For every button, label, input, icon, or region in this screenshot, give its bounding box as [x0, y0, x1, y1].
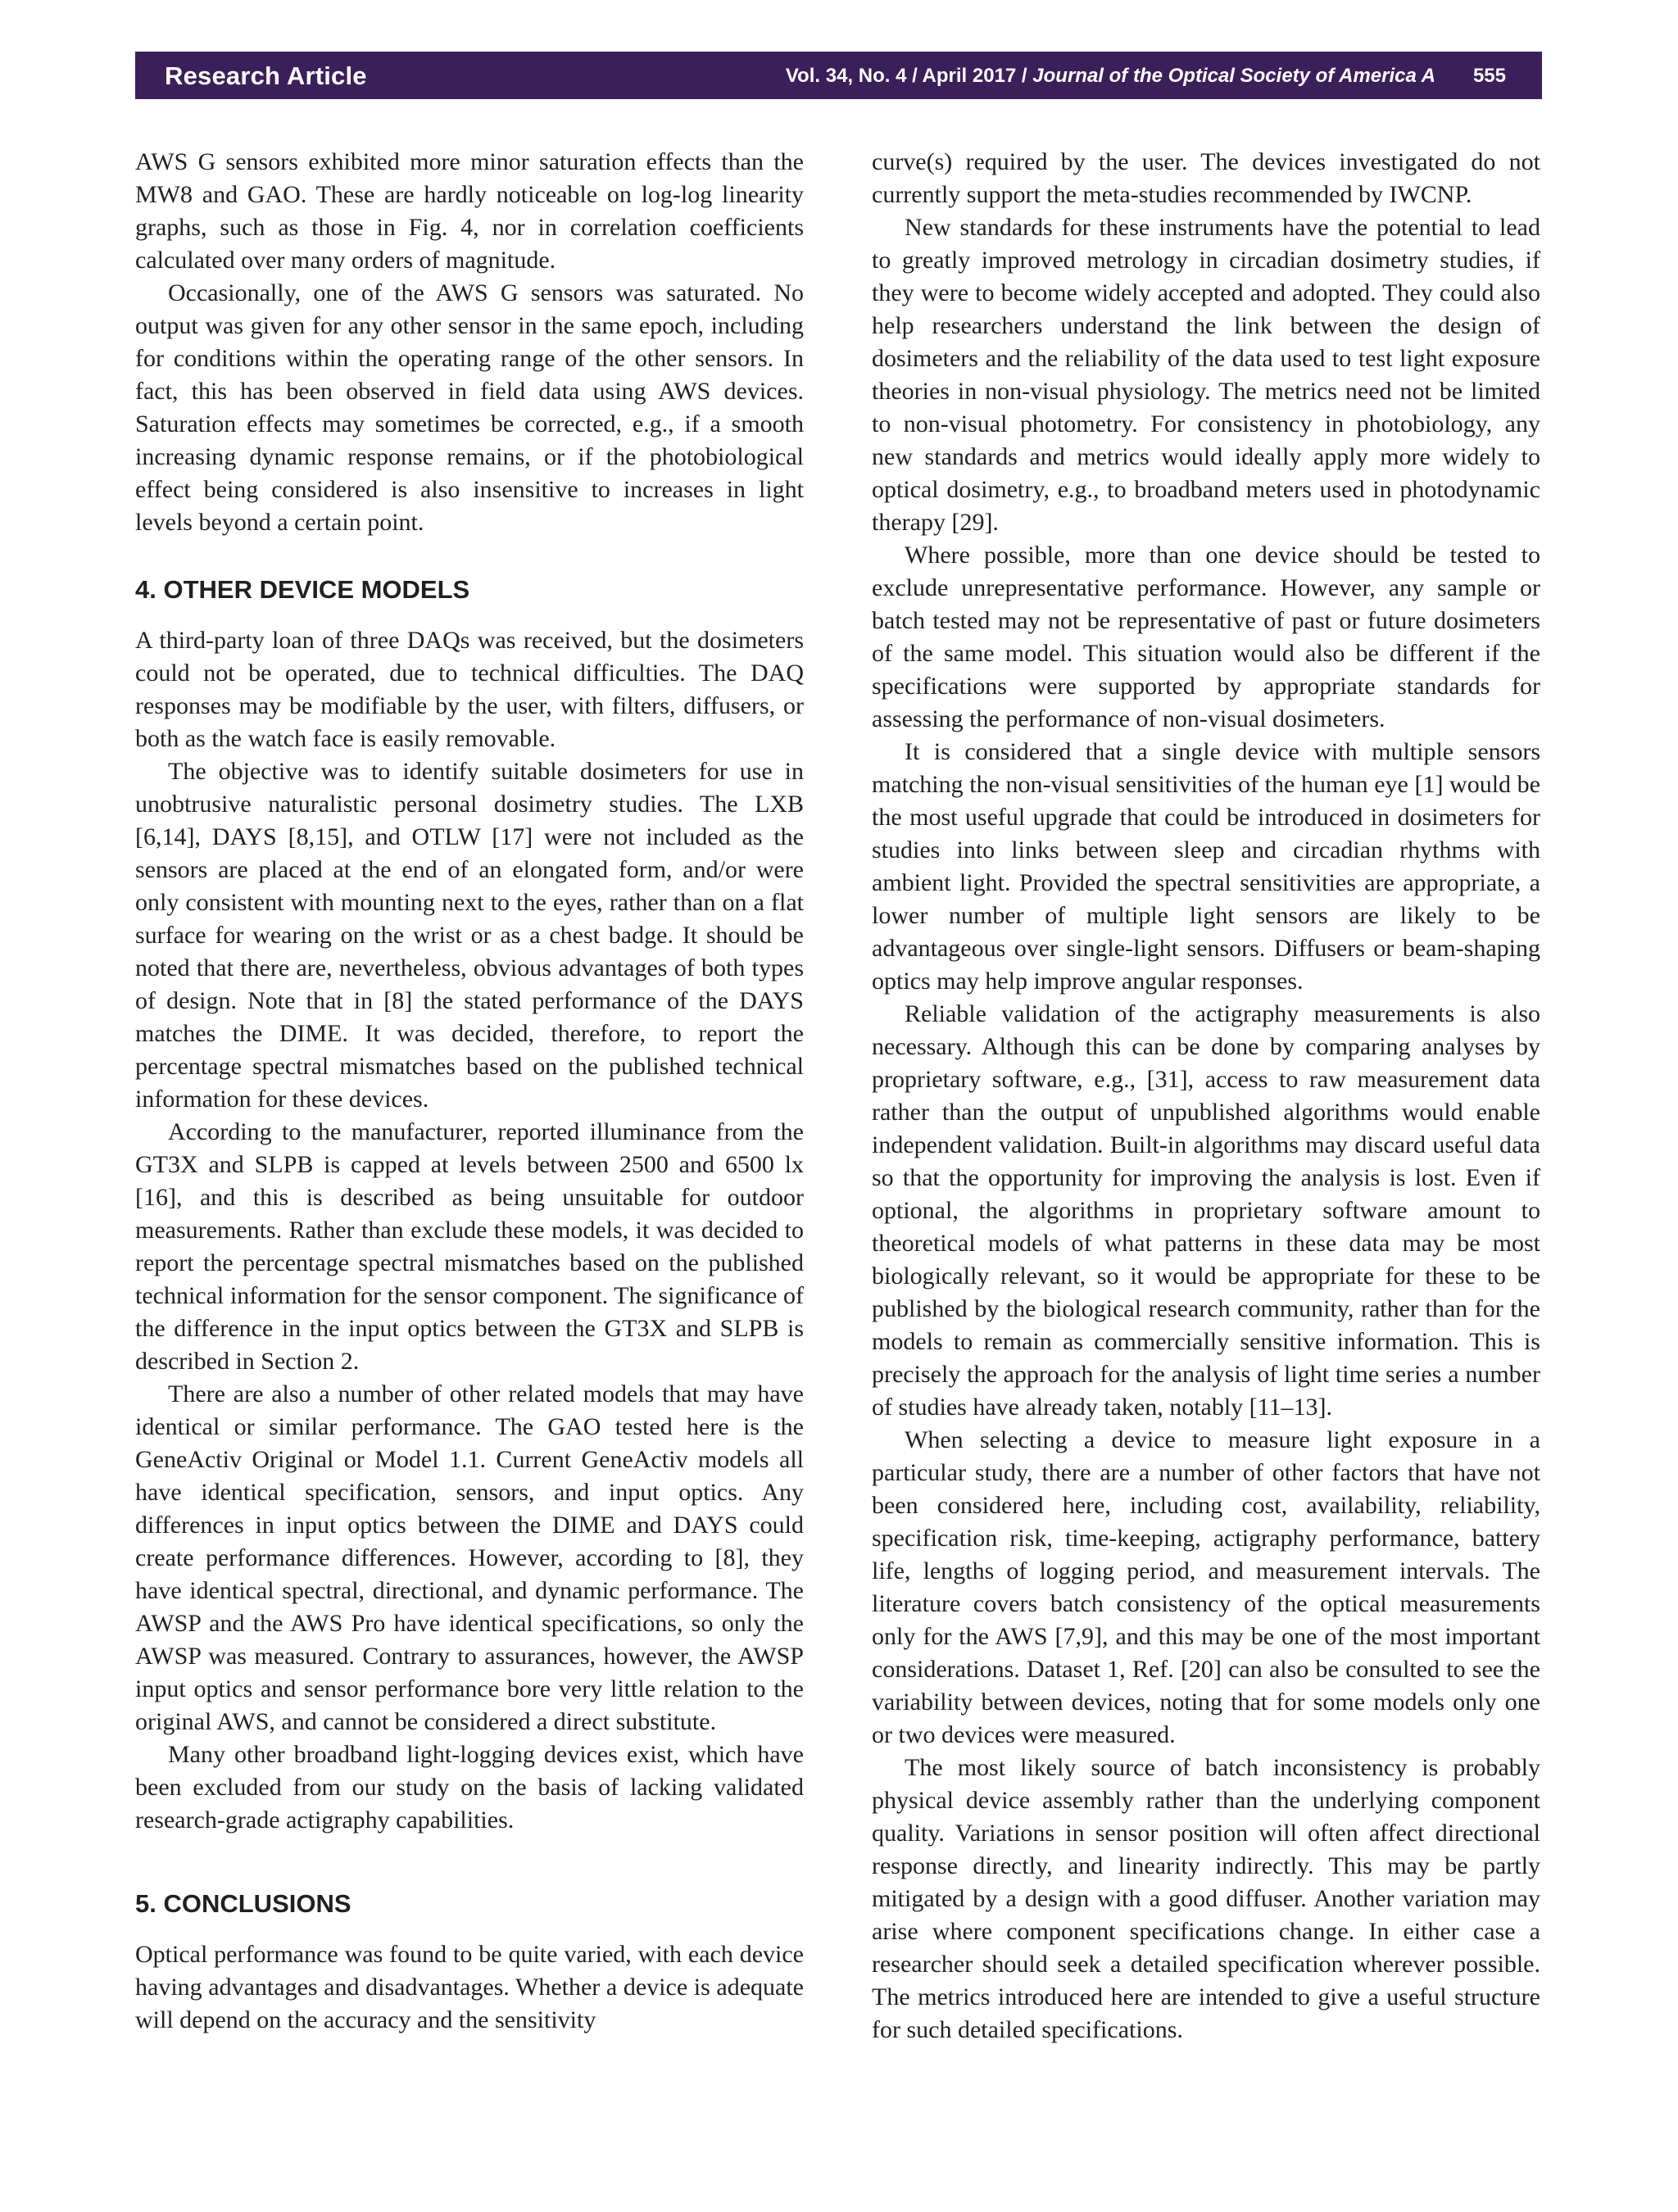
paragraph: Reliable validation of the actigraphy measurements is also necessary. Although this can be done by comparing analyses by proprietary software, e.g., [31], access to raw measurement data rather than the output of unpublished algorithms would enable independent validation. Built-in algorithms may discard useful data so that the opportunity for improving the analysis is lost. Even if optional, the algorithms in proprietary software amount to theoretical models of what patterns in these data may be most biologically relevant, so it would be appropriate for these to be published by the biological research community, rather than for the models to remain as commercially sensitive information. This is precisely the approach for the analysis of light time series a number of studies have already taken, notably [11–13]. — [872, 1000, 1540, 1421]
paragraph: When selecting a device to measure light exposure in a particular study, there are a number of other factors that have not been considered here, including cost, availability, reliability, specification risk, time-keeping, actigraphy performance, battery life, lengths of logging period, and measurement intervals. The literature covers batch consistency of the optical measurements only for the AWS [7,9], and this may be one of the most important considerations. Dataset 1, Ref. [20] can also be consulted to see the variability between devices, noting that for some models only one or two devices were measured. — [872, 1426, 1540, 1748]
volume-info: Vol. 34, No. 4 / April 2017 / — [785, 65, 1033, 87]
paragraph: According to the manufacturer, reported illuminance from the GT3X and SLPB is capped at levels between 2500 and 6500 lx [16], and this is described as being unsuitable for outdoor measurements. Rather than exclude these models, it was decided to report the percentage spectral mismatches based on the published technical information for the sensor component. The significance of the difference in the input optics between the GT3X and SLPB is described in Section 2. — [135, 1118, 804, 1375]
paragraph: The most likely source of batch inconsistency is probably physical device assembly rather than the underlying component quality. Variations in sensor position will often affect directional response directly, and linearity indirectly. This may be partly mitigated by a design with a good diffuser. Another variation may arise where component specifications change. In either case a researcher should seek a detailed specification wherever possible. The metrics introduced here are intended to give a useful structure for such detailed specifications. — [872, 1754, 1540, 2043]
paragraph: AWS G sensors exhibited more minor saturation effects than the MW8 and GAO. These are hardly noticeable on log-log linearity graphs, such as those in Fig. 4, nor in correlation coefficients calculated over many orders of magnitude. — [135, 148, 804, 274]
section-heading-5: 5. CONCLUSIONS — [135, 1889, 351, 1918]
journal-citation — [786, 65, 1506, 88]
paragraph: Where possible, more than one device should be tested to exclude unrepresentative performance. However, any sample or batch tested may not be representative of past or future dosimeters of the same model. This situation would also be different if the specifications were supported by appropriate standards for assessing the performance of non-visual dosimeters. — [872, 542, 1540, 732]
paragraph: Optical performance was found to be quite varied, with each device having advantages and disadvantages. Whether a device is adequate will depend on the accuracy and the sensitivity — [135, 1941, 804, 2033]
right-column — [872, 146, 1540, 2047]
article-type: Research Article — [165, 61, 367, 90]
journal-name: Journal of the Optical Society of America A — [1032, 65, 1435, 87]
paragraph: curve(s) required by the user. The devices investigated do not currently support the meta-studies recommended by IWCNP. — [872, 148, 1540, 208]
section-heading-4: 4. OTHER DEVICE MODELS — [135, 575, 470, 604]
left-column — [135, 146, 804, 2037]
paragraph: There are also a number of other related models that may have identical or similar performance. The GAO tested here is the GeneActiv Original or Model 1.1. Current GeneActiv models all have identical specification, sensors, and input optics. Any differences in input optics between the DIME and DAYS could create performance differences. However, according to [8], they have identical spectral, directional, and dynamic performance. The AWSP and the AWS Pro have identical specifications, so only the AWSP was measured. Contrary to assurances, however, the AWSP input optics and sensor performance bore very little relation to the original AWS, and cannot be considered a direct substitute. — [135, 1380, 804, 1735]
paragraph: A third-party loan of three DAQs was received, but the dosimeters could not be operated, due to technical difficulties. The DAQ responses may be modifiable by the user, with filters, diffusers, or both as the watch face is easily removable. — [135, 627, 804, 752]
page-number: 555 — [1472, 65, 1506, 87]
paragraph: Many other broadband light-logging devices exist, which have been excluded from our study on the basis of lacking validated research-grade actigraphy capabilities. — [135, 1741, 804, 1834]
paragraph: New standards for these instruments have the potential to lead to greatly improved metrology in circadian dosimetry studies, if they were to become widely accepted and adopted. They could also help researchers understand the link between the design of dosimeters and the reliability of the data used to test light exposure theories in non-visual physiology. The metrics need not be limited to non-visual photometry. For consistency in photobiology, any new standards and metrics would ideally apply more widely to optical dosimetry, e.g., to broadband meters used in photodynamic therapy [29]. — [872, 214, 1540, 536]
paragraph: The objective was to identify suitable dosimeters for use in unobtrusive naturalistic personal dosimetry studies. The LXB [6,14], DAYS [8,15], and OTLW [17] were not included as the sensors are placed at the end of an elongated form, and/or were only consistent with mounting next to the eyes, rather than on a flat surface for wearing on the wrist or as a chest badge. It should be noted that there are, nevertheless, obvious advantages of both types of design. Note that in [8] the stated performance of the DAYS matches the DIME. It was decided, therefore, to report the percentage spectral mismatches based on the published technical information for these devices. — [135, 758, 804, 1113]
paragraph: It is considered that a single device with multiple sensors matching the non-visual sensitivities of the human eye [1] would be the most useful upgrade that could be introduced in dosimeters for studies into links between sleep and circadian rhythms with ambient light. Provided the spectral sensitivities are appropriate, a lower number of multiple light sensors are likely to be advantageous over single-light sensors. Diffusers or beam-shaping optics may help improve angular responses. — [872, 738, 1540, 995]
paragraph: Occasionally, one of the AWS G sensors was saturated. No output was given for any other sensor in the same epoch, including for conditions within the operating range of the other sensors. In fact, this has been observed in field data using AWS devices. Saturation effects may sometimes be corrected, e.g., if a smooth increasing dynamic response remains, or if the photobiological effect being considered is also insensitive to increases in light levels beyond a certain point. — [135, 279, 804, 536]
journal-header — [135, 52, 1542, 99]
